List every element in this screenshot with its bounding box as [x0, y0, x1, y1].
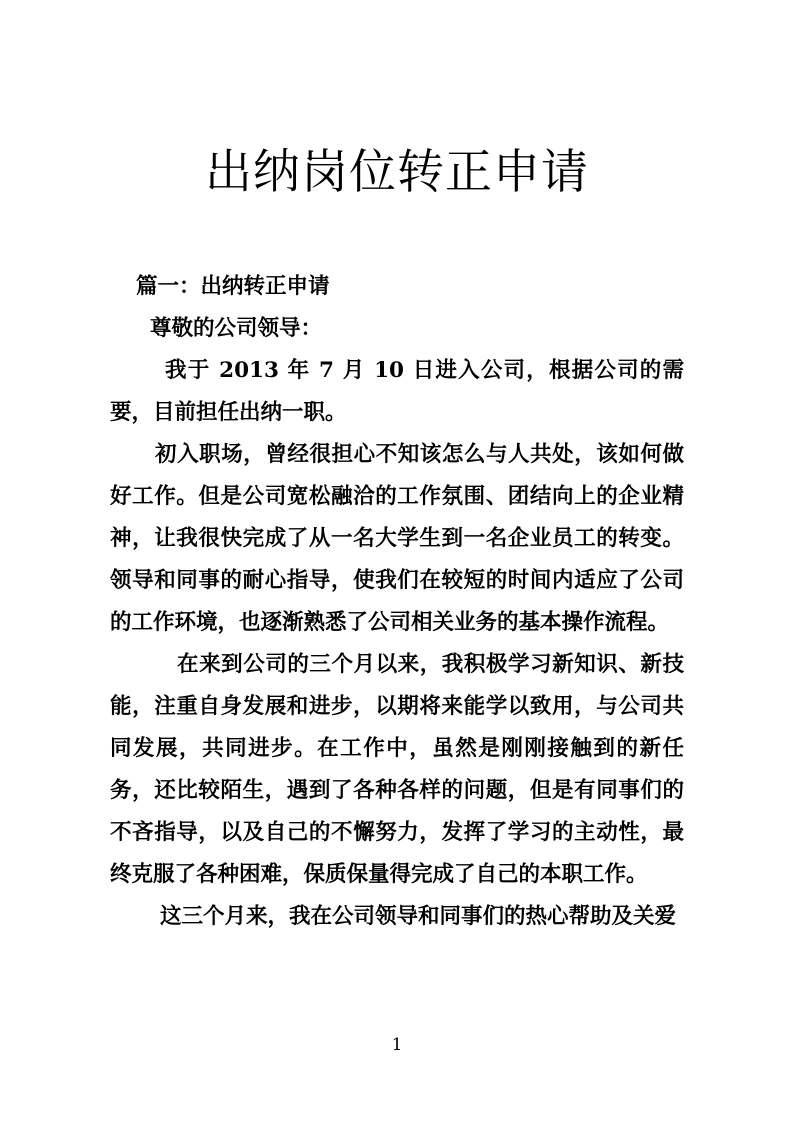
paragraph-section-heading: 篇一：出纳转正申请 [136, 274, 330, 299]
paragraph-body-2: 初入职场，曾经很担心不知该怎么与人共处，该如何做好工作。但是公司宽松融洽的工作氛围、团结向上的企业精神，让我很快完成了从一名大学生到一名企业员工的转变。领导和同事的耐心指导，使我们在较短的时间内适应了公司的工作环境，也逐渐熟悉了公司相关业务的基本操作流程。 [110, 442, 684, 635]
paragraph-salutation: 尊敬的公司领导： [150, 316, 323, 341]
paragraph-body-3: 在来到公司的三个月以来，我积极学习新知识、新技能，注重自身发展和进步，以期将来能学以致用，与公司共同发展，共同进步。在工作中，虽然是刚刚接触到的新任务，还比较陌生，遇到了各种各样的问题，但是有同事们的不吝指导，以及自己的不懈努力，发挥了学习的主动性，最终克服了各种困难，保质保量得完成了自己的本职工作。 [110, 652, 684, 887]
paragraph-body-1: 我于 2013 年 7 月 10 日进入公司，根据公司的需要，目前担任出纳一职。 [110, 358, 684, 425]
document-body [110, 266, 684, 938]
page-number: 1 [391, 1035, 403, 1055]
paragraph-body-4: 这三个月来，我在公司领导和同事们的热心帮助及关爱 [160, 904, 677, 929]
document-title: 出纳岗位转正申请 [205, 145, 589, 200]
